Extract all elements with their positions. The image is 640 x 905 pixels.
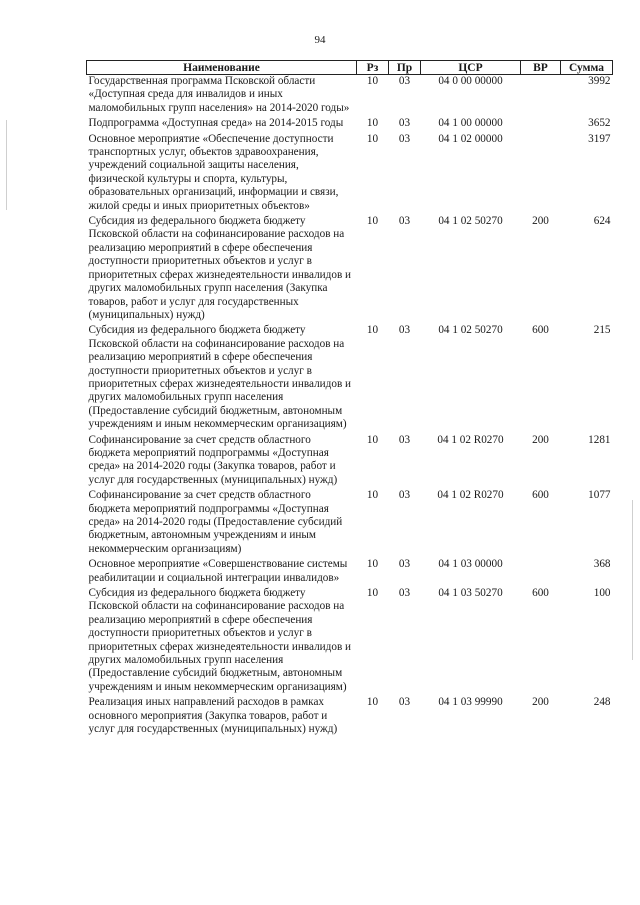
row-pr: 03 bbox=[398, 696, 411, 709]
row-name: Софинансирование за счет средств областного бюджета мероприятий подпрограммы «Доступная среда» на 2014-2020 годы (Закупка товаров, работ и услуг для государственных (муниципальных) нужд) bbox=[88, 433, 338, 486]
table-row bbox=[87, 489, 613, 558]
row-csr: 04 1 02 50270 bbox=[438, 215, 503, 228]
row-vr bbox=[521, 75, 561, 118]
row-sum: 3992 bbox=[588, 75, 611, 87]
row-sum: 100 bbox=[593, 587, 611, 600]
row-name: Субсидия из федерального бюджета бюджету Псковской области на софинансирование расходов на реализацию мероприятий в сфере обеспечения доступности приоритетных объектов и услуг в приоритетных сферах жизнедеятельности инвалидов и других маломобильных групп населения (Предоставление субсидий бюджетным, автономным учреждениям и иным некоммерческим организациям) bbox=[88, 587, 352, 693]
row-sum: 215 bbox=[593, 324, 611, 337]
row-name: Основное мероприятие «Совершенствование системы реабилитации и социальной интеграции инвалидов» bbox=[88, 558, 348, 584]
row-sum: 248 bbox=[593, 696, 611, 709]
row-vr: 200 bbox=[532, 433, 549, 446]
table-row bbox=[87, 587, 613, 696]
table-row bbox=[87, 117, 613, 132]
row-pr: 03 bbox=[398, 489, 411, 502]
row-sum: 624 bbox=[593, 215, 611, 228]
row-pr: 03 bbox=[398, 215, 411, 228]
row-csr: 04 1 02 00000 bbox=[438, 132, 503, 145]
scan-edge-mark bbox=[632, 500, 633, 660]
row-rz: 10 bbox=[366, 324, 379, 337]
row-vr: 600 bbox=[532, 489, 549, 502]
header-sum: Сумма bbox=[561, 61, 613, 75]
row-csr: 04 1 03 50270 bbox=[438, 587, 503, 600]
row-vr: 200 bbox=[532, 696, 549, 709]
row-csr: 04 1 03 99990 bbox=[438, 696, 503, 709]
row-vr: 200 bbox=[532, 215, 549, 228]
row-csr: 04 1 03 00000 bbox=[438, 558, 503, 571]
row-vr bbox=[521, 133, 561, 215]
row-sum: 368 bbox=[593, 558, 611, 571]
table-row bbox=[87, 434, 613, 490]
table-row bbox=[87, 75, 613, 118]
row-rz: 10 bbox=[366, 117, 379, 130]
row-name: Основное мероприятие «Обеспечение доступности транспортных услуг, объектов здравоохранения, учреждений социальной защиты населения, физической культуры и спорта, культуры, образовательных организаций, информации и связи, жилой среды и иных приоритетных объектов» bbox=[88, 132, 339, 212]
scan-edge-mark bbox=[6, 120, 7, 210]
row-sum: 1077 bbox=[588, 489, 611, 502]
row-rz: 10 bbox=[366, 489, 379, 502]
row-pr: 03 bbox=[398, 558, 411, 571]
header-pr: Пр bbox=[389, 61, 421, 75]
row-pr: 03 bbox=[398, 587, 411, 600]
row-rz: 10 bbox=[366, 558, 379, 571]
header-rz: Рз bbox=[357, 61, 389, 75]
row-vr bbox=[521, 117, 561, 132]
table-row bbox=[87, 133, 613, 215]
row-pr: 03 bbox=[398, 75, 411, 87]
row-name: Реализация иных направлений расходов в рамках основного мероприятия (Закупка товаров, работ и услуг для государственных (муниципальных) нужд) bbox=[88, 696, 338, 736]
row-name: Софинансирование за счет средств областного бюджета мероприятий подпрограммы «Доступная среда» на 2014-2020 годы (Предоставление субсидий бюджетным, автономным учреждениям и иным некоммерческим организациям) bbox=[88, 489, 343, 555]
row-pr: 03 bbox=[398, 324, 411, 337]
row-rz: 10 bbox=[366, 75, 379, 87]
row-sum: 3652 bbox=[588, 117, 611, 130]
row-name: Субсидия из федерального бюджета бюджету Псковской области на софинансирование расходов на реализацию мероприятий в сфере обеспечения доступности приоритетных объектов и услуг в приоритетных сферах жизнедеятельности инвалидов и других маломобильных групп населения (Предоставление субсидий бюджетным, автономным учреждениям и иным некоммерческим организациям) bbox=[88, 324, 352, 431]
row-csr: 04 1 02 R0270 bbox=[437, 489, 504, 502]
table-row bbox=[87, 324, 613, 433]
table-row bbox=[87, 558, 613, 587]
row-vr: 600 bbox=[532, 587, 549, 600]
row-rz: 10 bbox=[366, 587, 379, 600]
table-row bbox=[87, 696, 613, 738]
row-csr: 04 1 00 00000 bbox=[438, 117, 503, 130]
row-rz: 10 bbox=[366, 433, 379, 446]
row-pr: 03 bbox=[398, 132, 411, 145]
row-name: Подпрограмма «Доступная среда» на 2014-2015 годы bbox=[88, 117, 344, 130]
header-vr: ВР bbox=[521, 61, 561, 75]
row-rz: 10 bbox=[366, 132, 379, 145]
budget-table bbox=[86, 60, 613, 739]
row-sum: 1281 bbox=[588, 433, 611, 446]
row-pr: 03 bbox=[398, 433, 411, 446]
row-csr: 04 1 02 50270 bbox=[438, 324, 503, 337]
row-rz: 10 bbox=[366, 215, 379, 228]
row-name: Субсидия из федерального бюджета бюджету Псковской области на софинансирование расходов на реализацию мероприятий в сфере обеспечения доступности приоритетных объектов и услуг в приоритетных сферах жизнедеятельности инвалидов и других маломобильных групп населения (Закупка товаров, работ и услуг для государственных (муниципальных) нужд) bbox=[88, 215, 352, 321]
header-name: Наименование bbox=[87, 61, 357, 75]
row-pr: 03 bbox=[398, 117, 411, 130]
row-csr: 04 0 00 00000 bbox=[438, 75, 503, 87]
row-csr: 04 1 02 R0270 bbox=[437, 433, 504, 446]
table-header-row bbox=[87, 61, 613, 75]
row-name: Государственная программа Псковской области «Доступная среда для инвалидов и иных маломобильных групп населения» на 2014-2020 годы» bbox=[88, 75, 350, 114]
row-vr bbox=[521, 558, 561, 587]
page-number: 94 bbox=[314, 34, 326, 46]
row-rz: 10 bbox=[366, 696, 379, 709]
table-row bbox=[87, 215, 613, 324]
row-vr: 600 bbox=[532, 324, 549, 337]
row-sum: 3197 bbox=[588, 132, 611, 145]
header-csr: ЦСР bbox=[421, 61, 521, 75]
